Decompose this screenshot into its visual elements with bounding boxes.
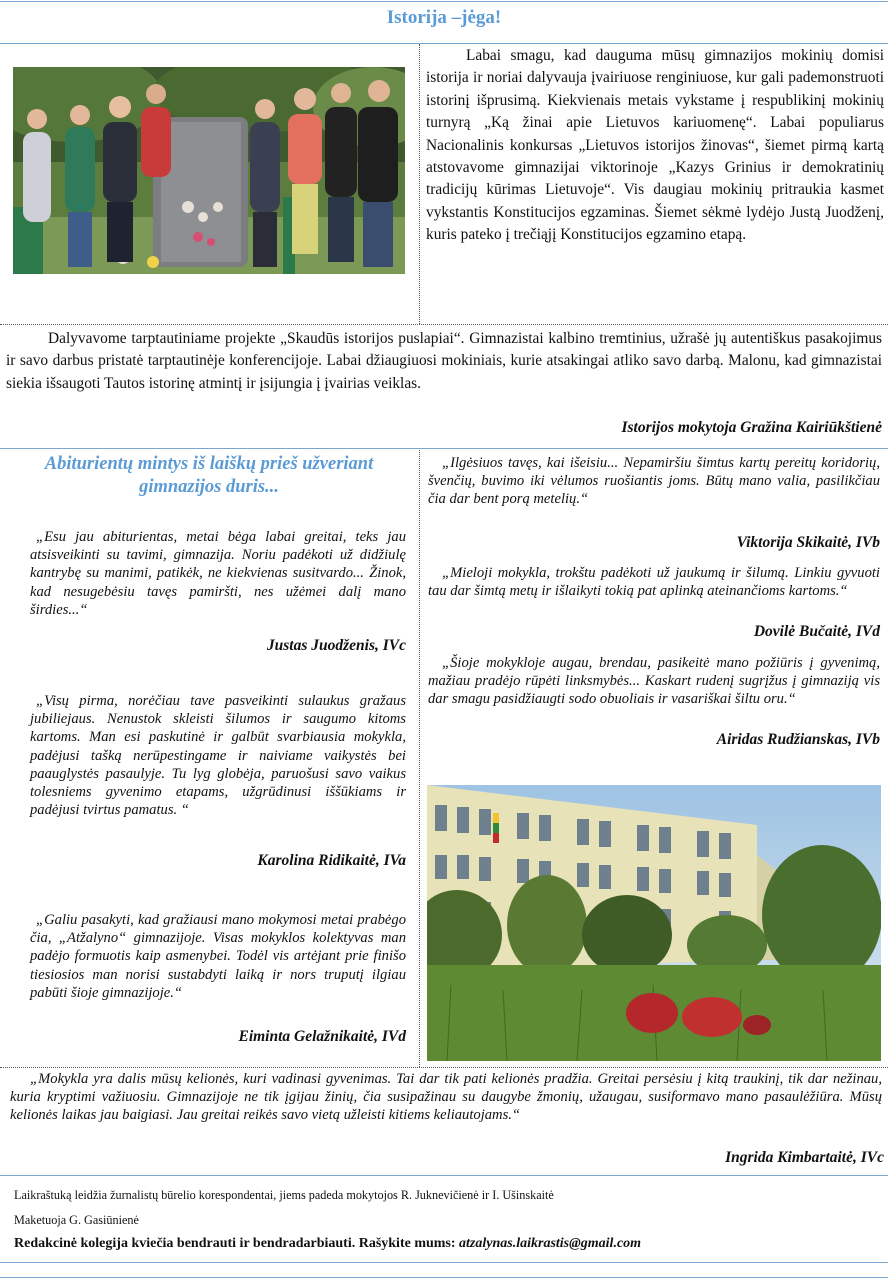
section-heading-line2: gimnazijos duris... [139,477,279,497]
section-rule [0,448,888,449]
quote-text: „Ilgėsiuos tavęs, kai išeisiu... Nepamiršiu šimtus kartų pereitų koridorių, švenčių, buvimo iki vėlumos ruošiantis joms. Būtų mano valia, pasilikčiau čia dar bent porą metelių.“ [428,455,880,508]
footer-email-link[interactable]: atzalynas.laikrastis@gmail.com [459,1236,642,1251]
intro-divider [0,324,888,325]
footer-rule [0,1175,888,1176]
bottom-rule-2 [0,1277,888,1278]
quote-author: Eiminta Gelažnikaitė, IVd [238,1028,406,1045]
students-group-photo [13,67,405,274]
intro-paragraph-2-box [6,328,882,395]
quote-block-5 [428,564,880,600]
quote-author: Ingrida Kimbartaitė, IVc [725,1149,884,1166]
quote-block-4 [428,454,880,509]
quote-text: „Šioje mokykloje augau, brendau, pasikeitė mano požiūris į gyvenimą, mažiau pradėjo rūpėti linksmybės... Kaskart rudenį sugrįžus į gimnaziją vis dar smagu pasidžiaugti sodo obuoliais ir vasariškai šiltu oru.“ [428,655,880,708]
quote-text: „Esu jau abiturientas, metai bėga labai greitai, teks jau atsisveikinti su tavimi, gimnazija. Noriu padėkoti už didžiulę kantrybę su manimi, patikėk, ne kiekvienas susitvardo... Žinok, kad nesugebėsiu tavęs pamiršti, nes užėmei dalį mano širdies...“ [30,529,406,618]
footer-line2: Maketuoja G. Gasiūnienė [14,1213,139,1227]
quote-text: „Mieloji mokykla, trokštu padėkoti už jaukumą ir šilumą. Linkiu gyvuoti tau dar šimtą metų ir išlaikyti tokią pat aplinką ateinančioms kartoms.“ [428,565,880,600]
quote-text: „Visų pirma, norėčiau tave pasveikinti sulaukus gražaus jubiliejaus. Nenustok skleisti šilumos ir saugumo kitoms kartoms. Man esi paskutinė ir galbūt svarbiausia mokykla, padėjusi tašką nerūpestingame ir naiviame vaikystės bei paauglystės pasaulyje. Tu lyg globėja, paruošusi savo vaikus tolesniems gyvenimo etapams, užgrūdinusi iššūkiams ir padėjusi tvirtus pamatus. “ [30,693,406,819]
quote-author: Dovilė Bučaitė, IVd [753,623,880,640]
intro-paragraph-2: Dalyvavome tarptautiniame projekte „Skaudūs istorijos puslapiai“. Gimnazistai kalbino tremtinius, užrašė jų autentiškus pasakojimus ir savo darbus pristatė tarptautinėje konferencijoje. Labai džiaugiuosi mokiniais, kurie atsakingai atliko savo darbą. Malonu, kad gimnazistai siekia išsaugoti Tautos istorinę atmintį ir įsijungia į įvairias veiklas. [6,330,882,392]
footer-line1: Laikraštuką leidžia žurnalistų būrelio korespondentai, jiems padeda mokytojos R. Juknevičienė ir I. Ušinskaitė [14,1188,554,1202]
bottom-rule-1 [0,1262,888,1263]
footer-invite-text: Redakcinė kolegija kviečia bendrauti ir bendradarbiauti. Rašykite mums: [14,1236,456,1251]
footer-line3 [14,1236,641,1252]
quote-author: Airidas Rudžianskas, IVb [716,731,880,748]
quote-text: „Galiu pasakyti, kad gražiausi mano mokymosi metai prabėgo čia, „Atžalyno“ gimnazijoje. Visas mokyklos kolektyvas man padėjo formuotis kaip asmenybei. Todėl vis artėjant prie finišo tiesiosios man norisi sustabdyti laiką ir nors truputį ilgiau pabūti šioje gimnazijoje.“ [30,912,406,1001]
top-rule [0,1,888,2]
quote-author: Viktorija Skikaitė, IVb [736,534,880,551]
quote-text: „Mokykla yra dalis mūsų kelionės, kuri vadinasi gyvenimas. Tai dar tik pati kelionės pradžia. Greitai persėsiu į kitą traukinį, tik dar nežinau, kuria kryptimi važiuosiu. Gimnazijoje ne tik įgijau žinių, čia susipažinau su daugybe žmonių, užaugau, susiformavo mano pasaulėžiūra. Mūsų kelionės laikas jau baigiasi. Jau greitai reikės savo vietą užleisti kitiems keliautojams.“ [10,1071,882,1124]
quote-author: Karolina Ridikaitė, IVa [257,852,406,869]
teacher-signature: Istorijos mokytoja Gražina Kairiūkštienė [621,419,882,436]
students-group-photo-art [13,67,405,274]
section-heading-line1: Abiturientų mintys iš laiškų prieš užveriant [44,454,374,474]
quote-block-1 [30,528,406,619]
quote-block-6 [428,654,880,709]
lower-column-divider [419,450,420,1067]
quote-block-7 [10,1070,882,1125]
bottom-quote-divider [0,1067,888,1068]
page-title: Istorija –jėga! [386,7,502,28]
school-building-photo [427,785,881,1061]
intro-paragraph-1-box [426,45,884,247]
school-building-photo-art [427,785,881,1061]
quote-block-3 [30,911,406,1002]
intro-paragraph-1: Labai smagu, kad dauguma mūsų gimnazijos mokinių domisi istorija ir noriai dalyvauja įvairiuose renginiuose, kur gali pademonstruoti istorinį išprusimą. Kiekvienais metais vykstame į respublikinį mokinių turnyrą „Ką žinai apie Lietuvos kariuomenę“. Labai populiarus Nacionalinis konkursas „Lietuvos istorijos žinovas“, šiemet pirmą kartą atstovavome gimnazijai viktorinoje „Kazys Grinius ir demokratinių tradicijų kūrimas Lietuvoje“. Vis daugiau mokinių pritraukia kasmet vykstantis Konstitucijos egzaminas. Šiemet sėkmė lydėjo Justą Juodženį, kuris pateko į trečiąjį Konstitucijos egzamino etapą. [426,47,884,244]
quote-block-2 [30,692,406,819]
title-rule [0,43,888,44]
quote-author: Justas Juodženis, IVc [266,637,406,654]
top-column-divider [419,44,420,324]
left-column [6,453,412,499]
